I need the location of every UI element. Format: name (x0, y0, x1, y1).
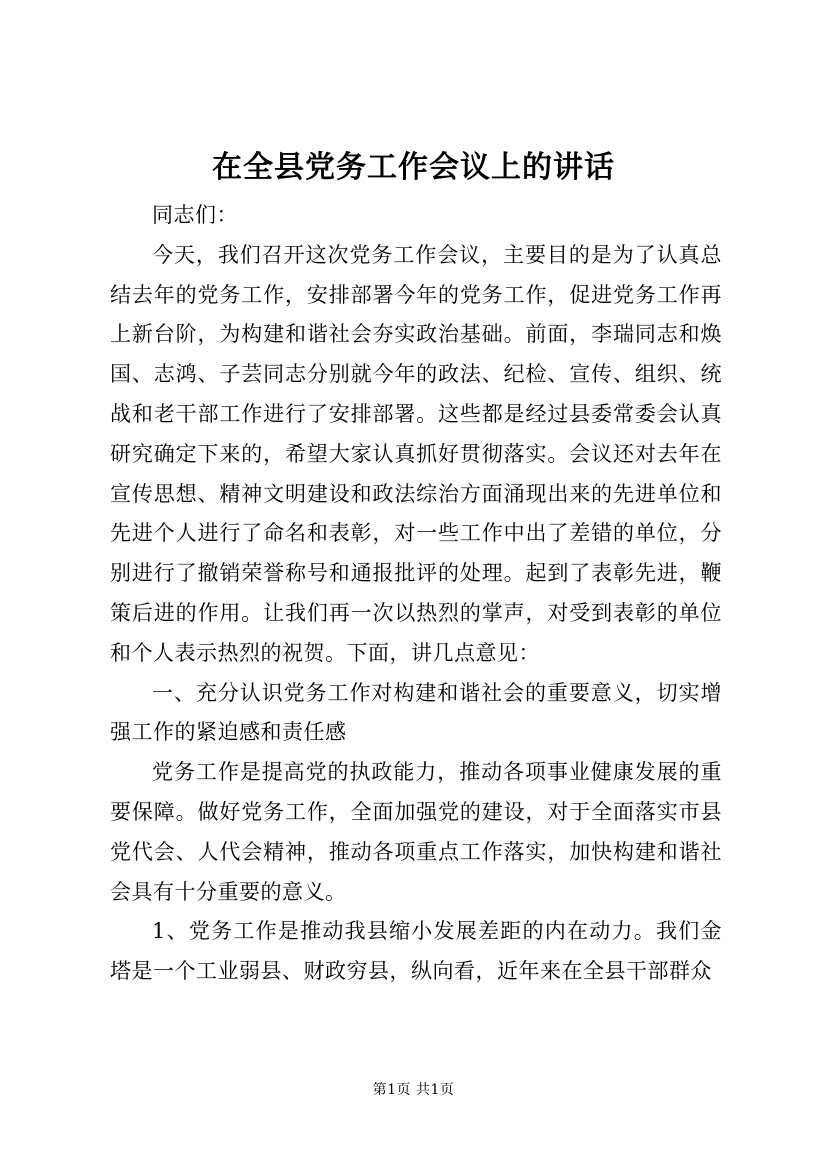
paragraph-intro: 今天，我们召开这次党务工作会议，主要目的是为了认真总结去年的党务工作，安排部署今年的党务工作，促进党务工作再上新台阶，为构建和谐社会夯实政治基础。前面，李瑞同志和焕国、志鸿、子芸同志分别就今年的政法、纪检、宣传、组织、统战和老干部工作进行了安排部署。这些都是经过县委常委会认真研究确定下来的，希望大家认真抓好贯彻落实。会议还对去年在宣传思想、精神文明建设和政法综治方面涌现出来的先进单位和先进个人进行了命名和表彰，对一些工作中出了差错的单位，分别进行了撤销荣誉称号和通报批评的处理。起到了表彰先进，鞭策后进的作用。让我们再一次以热烈的掌声，对受到表彰的单位和个人表示热烈的祝贺。下面，讲几点意见： (110, 242, 722, 665)
salutation: 同志们： (152, 203, 238, 227)
paragraph-point-1: 1、党务工作是推动我县缩小发展差距的内在动力。我们金塔是一个工业弱县、财政穷县，纵向看，近年来在全县干部群众 (110, 919, 722, 984)
section-heading-1: 一、充分认识党务工作对构建和谐社会的重要意义，切实增强工作的紧迫感和责任感 (110, 680, 722, 745)
document-body (110, 196, 722, 992)
page-footer: 第1页 共1页 (372, 1082, 455, 1098)
paragraph-section-1: 党务工作是提高党的执政能力，推动各项事业健康发展的重要保障。做好党务工作，全面加强党的建设，对于全面落实市县党代会、人代会精神，推动各项重点工作落实，加快构建和谐社会具有十分重要的意义。 (110, 760, 722, 904)
document-title: 在全县党务工作会议上的讲话 (212, 150, 615, 185)
